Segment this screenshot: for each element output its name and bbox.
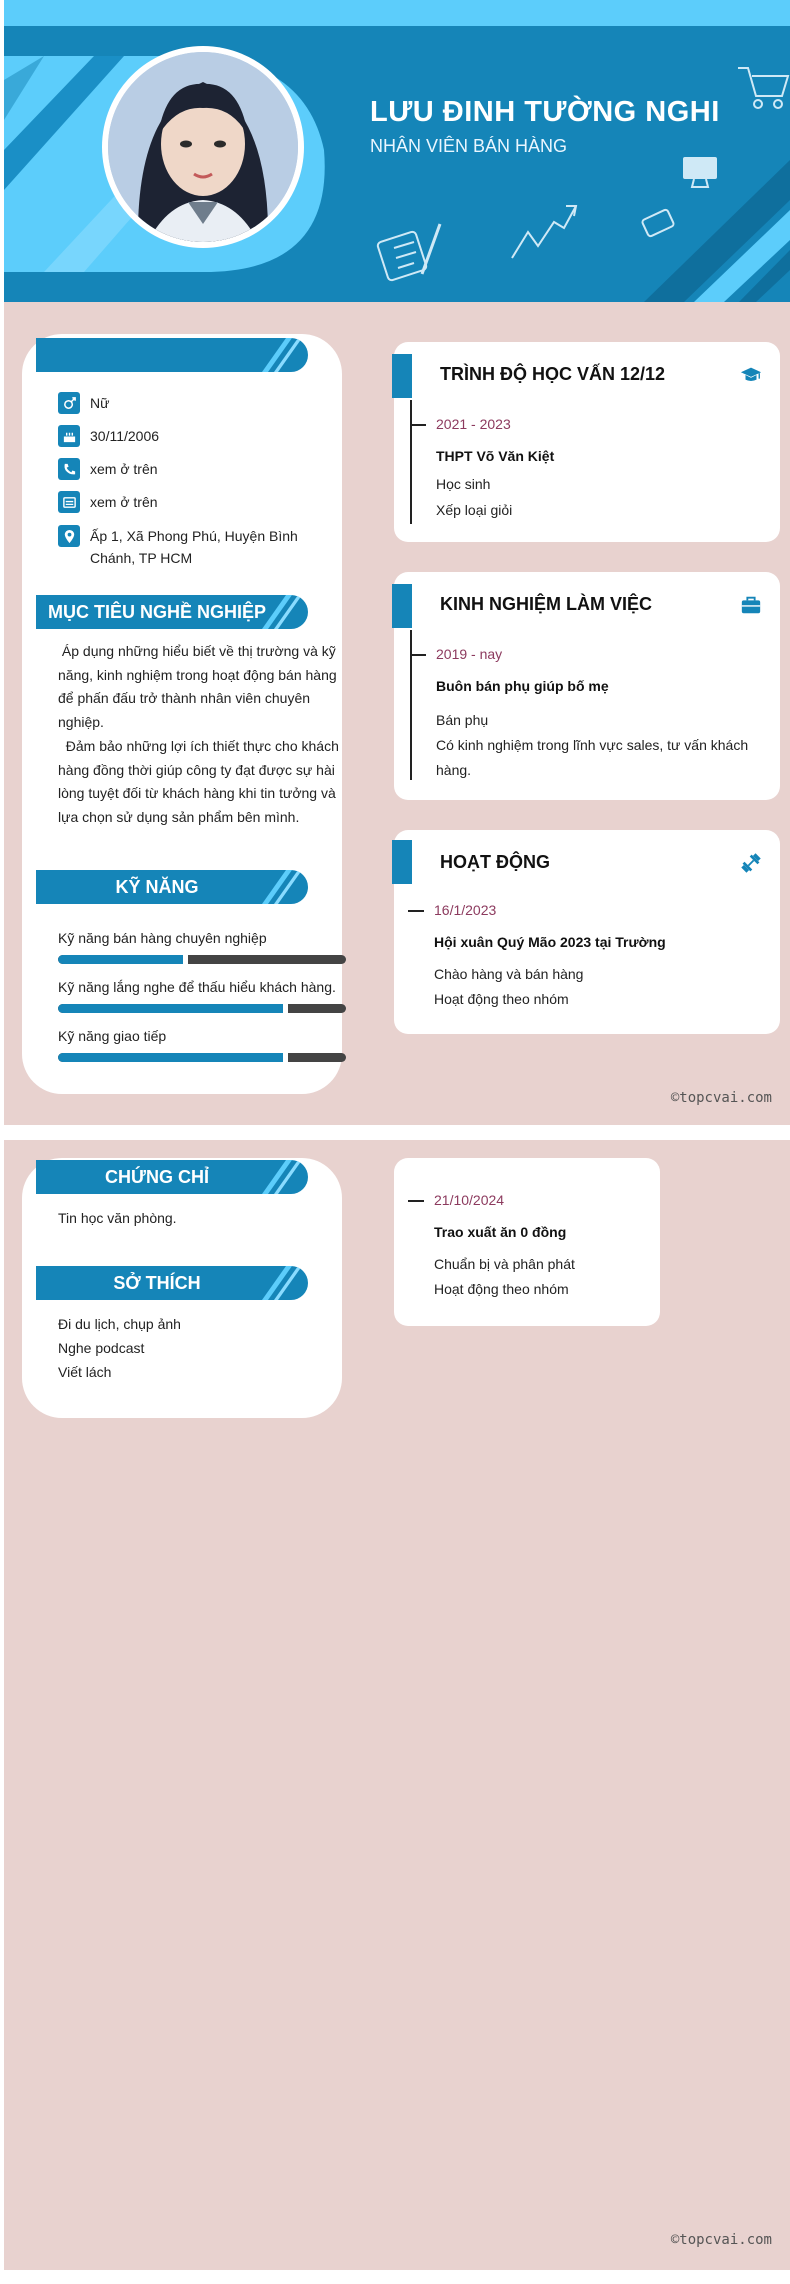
objective-title: MỤC TIÊU NGHỀ NGHIỆP — [47, 602, 266, 622]
phone-icon — [58, 458, 80, 480]
watermark: ©topcvai.com — [670, 2232, 772, 2248]
hobby-item: Viết lách — [58, 1364, 112, 1380]
timeline-line — [410, 630, 412, 780]
skill-name: Kỹ năng lắng nghe để thấu hiểu khách hàng. — [58, 979, 336, 995]
skill-level-fill — [58, 1053, 288, 1062]
education-line-1: Học sinh — [436, 476, 491, 492]
activities-card-continued — [394, 1158, 660, 1326]
timeline-line — [410, 400, 412, 524]
bar-stripes — [240, 1266, 300, 1300]
timeline-tick — [408, 910, 424, 912]
activity-line: Hoạt động theo nhóm — [434, 991, 569, 1007]
email-value: xem ở trên — [90, 494, 158, 510]
growth-chart-icon — [508, 202, 580, 264]
info-email — [58, 491, 338, 513]
hobbies-section-bar — [36, 1266, 308, 1300]
bar-stripes — [240, 595, 300, 629]
education-line-2: Xếp loại giỏi — [436, 502, 513, 518]
briefcase-icon — [740, 594, 762, 616]
hobby-item: Đi du lịch, chụp ảnh — [58, 1316, 181, 1332]
experience-line-2: Có kinh nghiệm trong lĩnh vực sales, tư vấn khách hàng. — [436, 737, 749, 778]
info-section-bar — [36, 338, 308, 372]
gender-value: Nữ — [90, 395, 110, 411]
objective-paragraph-2: Đảm bảo những lợi ích thiết thực cho khách hàng đồng thời giúp công ty đạt được sự hài lòng tuyệt đối từ khách hàng khi tin tưởng và lựa chọn sử dụng sản phẩm bên mình. — [58, 738, 343, 825]
left-column-card — [22, 1158, 342, 1418]
education-title: TRÌNH ĐỘ HỌC VẤN 12/12 — [440, 364, 666, 384]
education-card — [394, 342, 780, 542]
clipboard-pen-icon — [374, 218, 446, 286]
skill-level-bar — [58, 955, 346, 964]
graduation-cap-icon — [740, 364, 762, 386]
bar-stripes — [240, 338, 300, 372]
activity-name: Trao xuất ăn 0 đồng — [434, 1224, 567, 1240]
info-phone — [58, 458, 338, 480]
skill-name: Kỹ năng bán hàng chuyên nghiệp — [58, 930, 267, 946]
location-pin-icon — [58, 525, 80, 547]
objective-paragraph-1: Áp dụng những hiểu biết về thị trường và kỹ năng, kinh nghiệm trong hoạt động bán hàng để phấn đấu trở thành nhân viên chuyên nghiệp. — [58, 643, 341, 730]
shopping-cart-icon — [736, 62, 790, 112]
hobby-item: Nghe podcast — [58, 1340, 145, 1356]
certificates-section-bar — [36, 1160, 308, 1194]
timeline-tick — [410, 424, 426, 426]
timeline-tick — [410, 654, 426, 656]
skill-level-fill — [58, 955, 188, 964]
full-name: LƯU ĐINH TƯỜNG NGHI — [370, 96, 720, 128]
certificate-item: Tin học văn phòng. — [58, 1210, 177, 1226]
section-marker — [392, 354, 412, 398]
activities-card — [394, 830, 780, 1034]
gender-icon — [58, 392, 80, 414]
activity-name: Hội xuân Quý Mão 2023 tại Trường — [434, 934, 666, 950]
birthday-value: 30/11/2006 — [90, 428, 160, 444]
credit-card-icon — [640, 208, 680, 242]
school-name: THPT Võ Văn Kiệt — [436, 448, 555, 464]
activity-date: 16/1/2023 — [434, 902, 497, 918]
bar-stripes — [240, 1160, 300, 1194]
profile-photo — [108, 52, 298, 242]
bar-stripes — [240, 870, 300, 904]
education-period: 2021 - 2023 — [436, 416, 511, 432]
section-marker — [392, 840, 412, 884]
cv-header — [4, 0, 790, 302]
experience-period: 2019 - nay — [436, 646, 503, 662]
address-value: Ấp 1, Xã Phong Phú, Huyện Bình Chánh, TP HCM — [90, 528, 298, 566]
activities-title: HOẠT ĐỘNG — [440, 852, 550, 872]
hobbies-title: SỞ THÍCH — [113, 1273, 201, 1293]
section-marker — [392, 584, 412, 628]
birthday-cake-icon — [58, 425, 80, 447]
timeline-tick — [408, 1200, 424, 1202]
cv-page-2 — [4, 1140, 790, 2270]
left-column-card — [22, 334, 342, 1094]
phone-value: xem ở trên — [90, 461, 158, 477]
info-birthday — [58, 425, 338, 447]
info-gender — [58, 392, 338, 414]
dumbbell-icon — [740, 852, 762, 874]
skills-section-bar — [36, 870, 308, 904]
skill-name: Kỹ năng giao tiếp — [58, 1028, 167, 1044]
email-icon — [58, 491, 80, 513]
avatar — [108, 52, 298, 242]
watermark: ©topcvai.com — [670, 1090, 772, 1106]
certificates-title: CHỨNG CHỈ — [105, 1167, 209, 1187]
skill-level-bar — [58, 1053, 346, 1062]
activity-line: Chào hàng và bán hàng — [434, 966, 584, 982]
experience-line-1: Bán phụ — [436, 712, 489, 728]
company-name: Buôn bán phụ giúp bố mẹ — [436, 678, 609, 694]
activity-date: 21/10/2024 — [434, 1192, 505, 1208]
job-title: NHÂN VIÊN BÁN HÀNG — [370, 136, 568, 156]
skill-level-bar — [58, 1004, 346, 1013]
activity-line: Chuẩn bị và phân phát — [434, 1256, 575, 1272]
activity-line: Hoạt động theo nhóm — [434, 1281, 569, 1297]
experience-card — [394, 572, 780, 800]
objective-section-bar — [36, 595, 308, 629]
skill-level-fill — [58, 1004, 288, 1013]
info-address — [58, 525, 338, 569]
skills-title: KỸ NĂNG — [115, 877, 199, 897]
cv-page-1 — [4, 0, 790, 1125]
experience-title: KINH NGHIỆM LÀM VIỆC — [440, 594, 653, 614]
monitor-icon — [680, 154, 722, 192]
